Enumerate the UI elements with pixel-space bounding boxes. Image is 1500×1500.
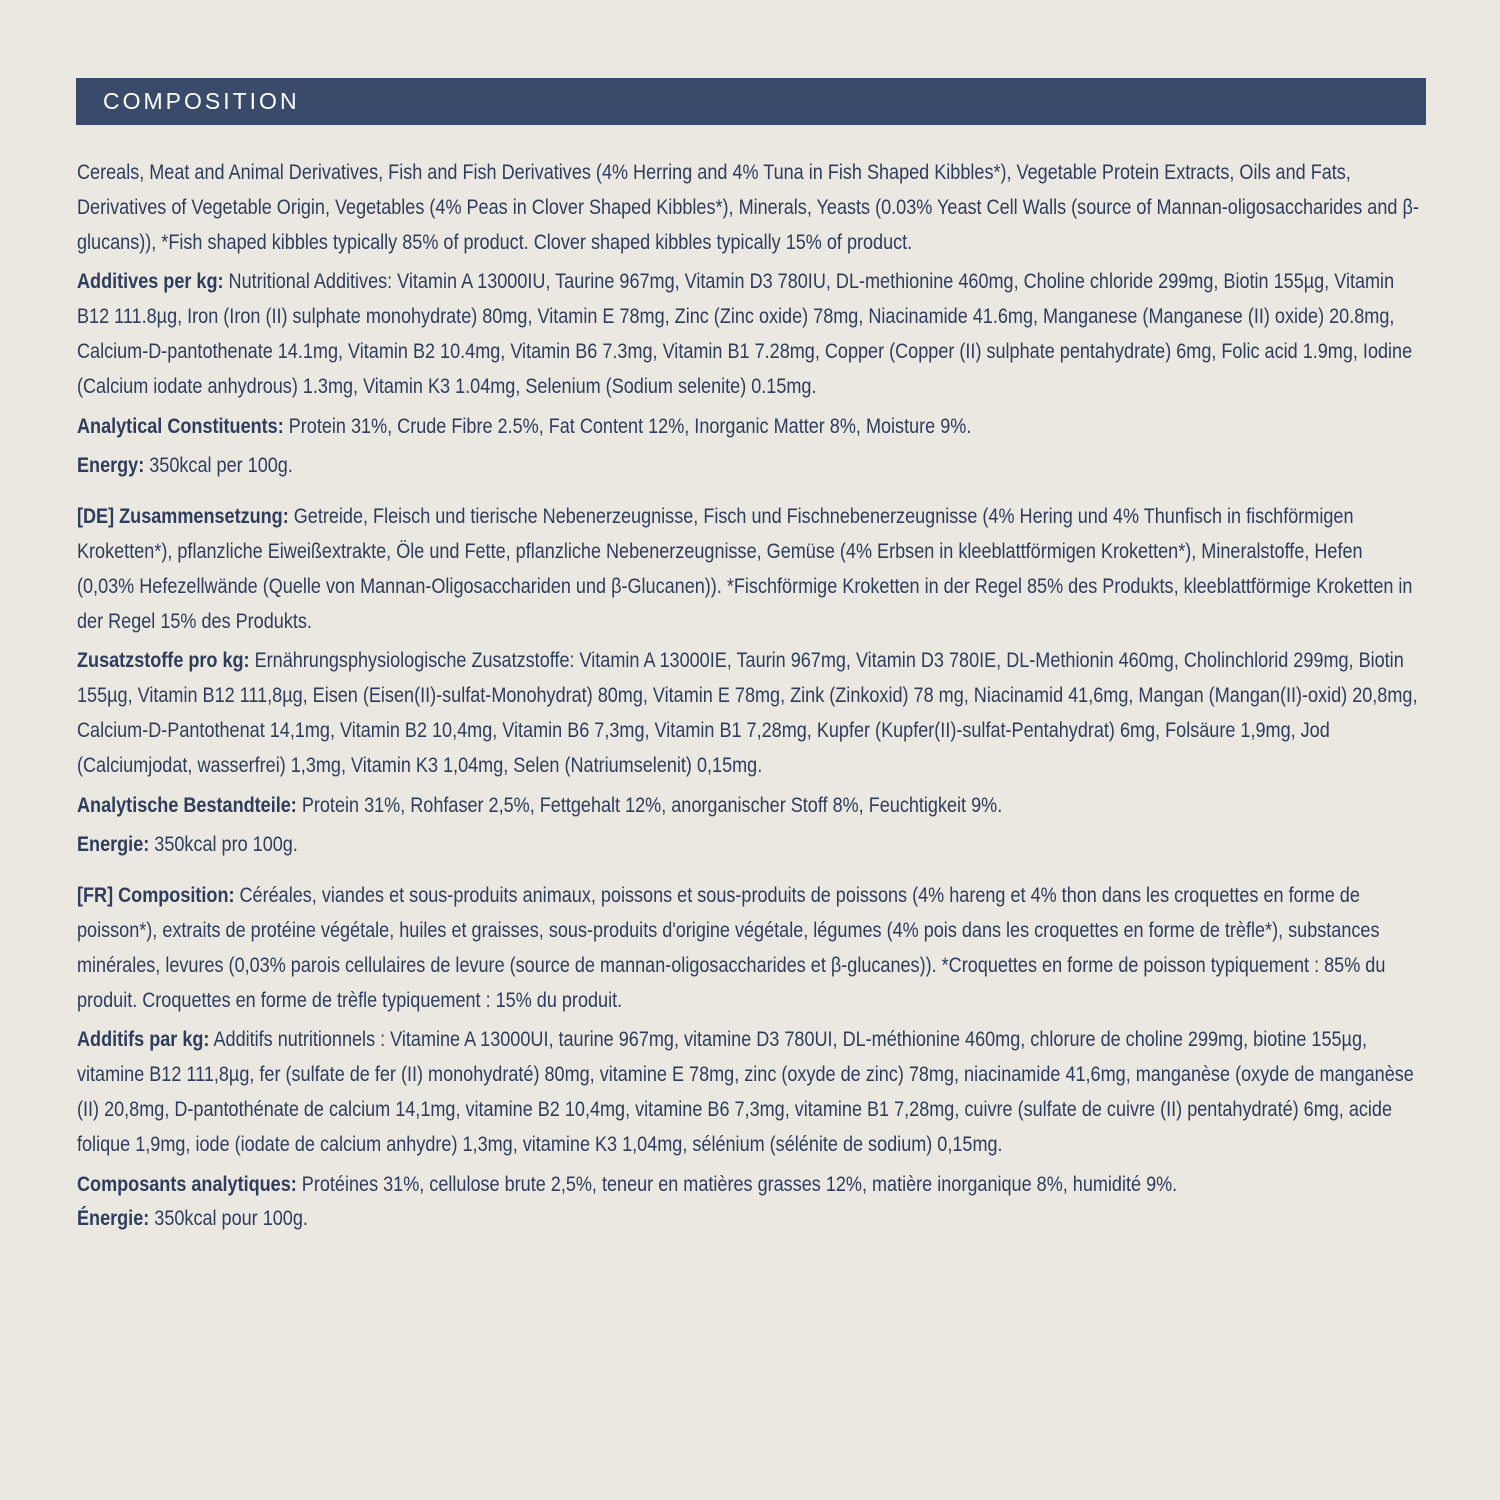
- en-additives-label: Additives per kg:: [77, 270, 224, 294]
- de-energy-label: Energie:: [77, 833, 150, 857]
- fr-energy: [77, 1202, 1422, 1237]
- fr-additives: [77, 1023, 1422, 1162]
- en-energy-label: Energy:: [77, 454, 145, 478]
- en-analytical-label: Analytical Constituents:: [77, 414, 284, 438]
- fr-additives-text: Additifs nutritionnels : Vitamine A 13000UI, taurine 967mg, vitamine D3 780UI, DL-méthionine 460mg, chlorure de choline 299mg, biotine 155µg, vitamine B12 111,8µg, fer (sulfate de fer (II) monohydraté) 80mg, vitamine E 78mg, zinc (oxyde de zinc) 78mg, niacinamide 41,6mg, manganèse (oxyde de manganèse (II) 20,8mg, D-pantothénate de calcium 14,1mg, vitamine B2 10,4mg, vitamine B6 7,3mg, vitamine B1 7,28mg, cuivre (sulfate de cuivre (II) pentahydraté) 6mg, acide folique 1,9mg, iode (iodate de calcium anhydre) 1,3mg, vitamine K3 1,04mg, sélénium (sélénite de sodium) 0,15mg.: [77, 1028, 1414, 1156]
- fr-energy-label: Énergie:: [77, 1207, 150, 1231]
- de-composition: [77, 500, 1422, 639]
- composition-title: COMPOSITION: [103, 88, 300, 114]
- en-energy: [77, 449, 1422, 484]
- de-additives-text: Ernährungsphysiologische Zusatzstoffe: Vitamin A 13000IE, Taurin 967mg, Vitamin D3 780IE, DL-Methionin 460mg, Cholinchlorid 299mg, Biotin 155µg, Vitamin B12 111,8µg, Eisen (Eisen(II)-sulfat-Monohydrat) 80mg, Vitamin E 78mg, Zink (Zinkoxid) 78 mg, Niacinamid 41,6mg, Mangan (Mangan(II)-oxid) 20,8mg, Calcium-D-Pantothenat 14,1mg, Vitamin B2 10,4mg, Vitamin B6 7,3mg, Vitamin B1 7,28mg, Kupfer (Kupfer(II)-sulfat-Pentahydrat) 6mg, Folsäure 1,9mg, Jod (Calciumjodat, wasserfrei) 1,3mg, Vitamin K3 1,04mg, Selen (Natriumselenit) 0,15mg.: [77, 649, 1418, 777]
- en-additives-text: Nutritional Additives: Vitamin A 13000IU, Taurine 967mg, Vitamin D3 780IU, DL-methionine 460mg, Choline chloride 299mg, Biotin 155µg, Vitamin B12 111.8µg, Iron (Iron (II) sulphate monohydrate) 80mg, Vitamin E 78mg, Zinc (Zinc oxide) 78mg, Niacinamide 41.6mg, Manganese (Manganese (II) oxide) 20.8mg, Calcium-D-pantothenate 14.1mg, Vitamin B2 10.4mg, Vitamin B6 7.3mg, Vitamin B1 7.28mg, Copper (Copper (II) sulphate pentahydrate) 6mg, Folic acid 1.9mg, Iodine (Calcium iodate anhydrous) 1.3mg, Vitamin K3 1.04mg, Selenium (Sodium selenite) 0.15mg.: [77, 270, 1413, 398]
- composition-header-bar: [76, 78, 1426, 125]
- de-analytical: [77, 789, 1422, 824]
- fr-energy-text: 350kcal pour 100g.: [149, 1207, 308, 1231]
- de-analytical-text: Protein 31%, Rohfaser 2,5%, Fettgehalt 12%, anorganischer Stoff 8%, Feuchtigkeit 9%.: [296, 793, 1003, 817]
- fr-additives-label: Additifs par kg:: [77, 1028, 210, 1052]
- fr-analytical-text: Protéines 31%, cellulose brute 2,5%, teneur en matières grasses 12%, matière inorganique 8%, humidité 9%.: [296, 1172, 1178, 1196]
- en-analytical-text: Protein 31%, Crude Fibre 2.5%, Fat Content 12%, Inorganic Matter 8%, Moisture 9%.: [283, 414, 972, 438]
- de-analytical-label: Analytische Bestandteile:: [77, 793, 297, 817]
- de-energy-text: 350kcal pro 100g.: [149, 833, 298, 857]
- de-energy: [77, 828, 1422, 863]
- de-additives: [77, 644, 1422, 783]
- en-energy-text: 350kcal per 100g.: [144, 454, 293, 478]
- de-composition-text: Getreide, Fleisch und tierische Nebenerzeugnisse, Fisch und Fischnebenerzeugnisse (4% Hering und 4% Thunfisch in fischförmigen Kroketten*), pflanzliche Eiweißextrakte, Öle und Fette, pflanzliche Nebenerzeugnisse, Gemüse (4% Erbsen in kleeblattförmigen Kroketten*), Mineralstoffe, Hefen (0,03% Hefezellwände (Quelle von Mannan-Oligosacchariden und β-Glucanen)). *Fischförmige Kroketten in der Regel 85% des Produkts, kleeblattförmige Kroketten in der Regel 15% des Produkts.: [77, 505, 1413, 633]
- en-additives: [77, 265, 1422, 404]
- de-composition-label: [DE] Zusammensetzung:: [77, 505, 289, 529]
- en-composition: [77, 156, 1422, 260]
- en-composition-text: Cereals, Meat and Animal Derivatives, Fish and Fish Derivatives (4% Herring and 4% Tuna in Fish Shaped Kibbles*), Vegetable Protein Extracts, Oils and Fats, Derivatives of Vegetable Origin, Vegetables (4% Peas in Clover Shaped Kibbles*), Minerals, Yeasts (0.03% Yeast Cell Walls (source of Mannan-oligosaccharides and β-glucans)), *Fish shaped kibbles typically 85% of product. Clover shaped kibbles typically 15% of product.: [77, 161, 1419, 254]
- en-analytical: [77, 410, 1422, 445]
- fr-analytical: [77, 1168, 1422, 1203]
- fr-composition: [77, 879, 1422, 1018]
- fr-composition-text: Céréales, viandes et sous-produits animaux, poissons et sous-produits de poissons (4% hareng et 4% thon dans les croquettes en forme de poisson*), extraits de protéine végétale, huiles et graisses, sous-produits d'origine végétale, légumes (4% pois dans les croquettes en forme de trèfle*), substances minérales, levures (0,03% parois cellulaires de levure (source de mannan-oligosaccharides et β-glucanes)). *Croquettes en forme de poisson typiquement : 85% du produit. Croquettes en forme de trèfle typiquement : 15% du produit.: [77, 884, 1386, 1012]
- section-english: [77, 156, 1422, 1237]
- composition-content: [77, 156, 1422, 1237]
- de-additives-label: Zusatzstoffe pro kg:: [77, 649, 250, 673]
- fr-composition-label: [FR] Composition:: [77, 884, 235, 908]
- fr-analytical-label: Composants analytiques:: [77, 1172, 297, 1196]
